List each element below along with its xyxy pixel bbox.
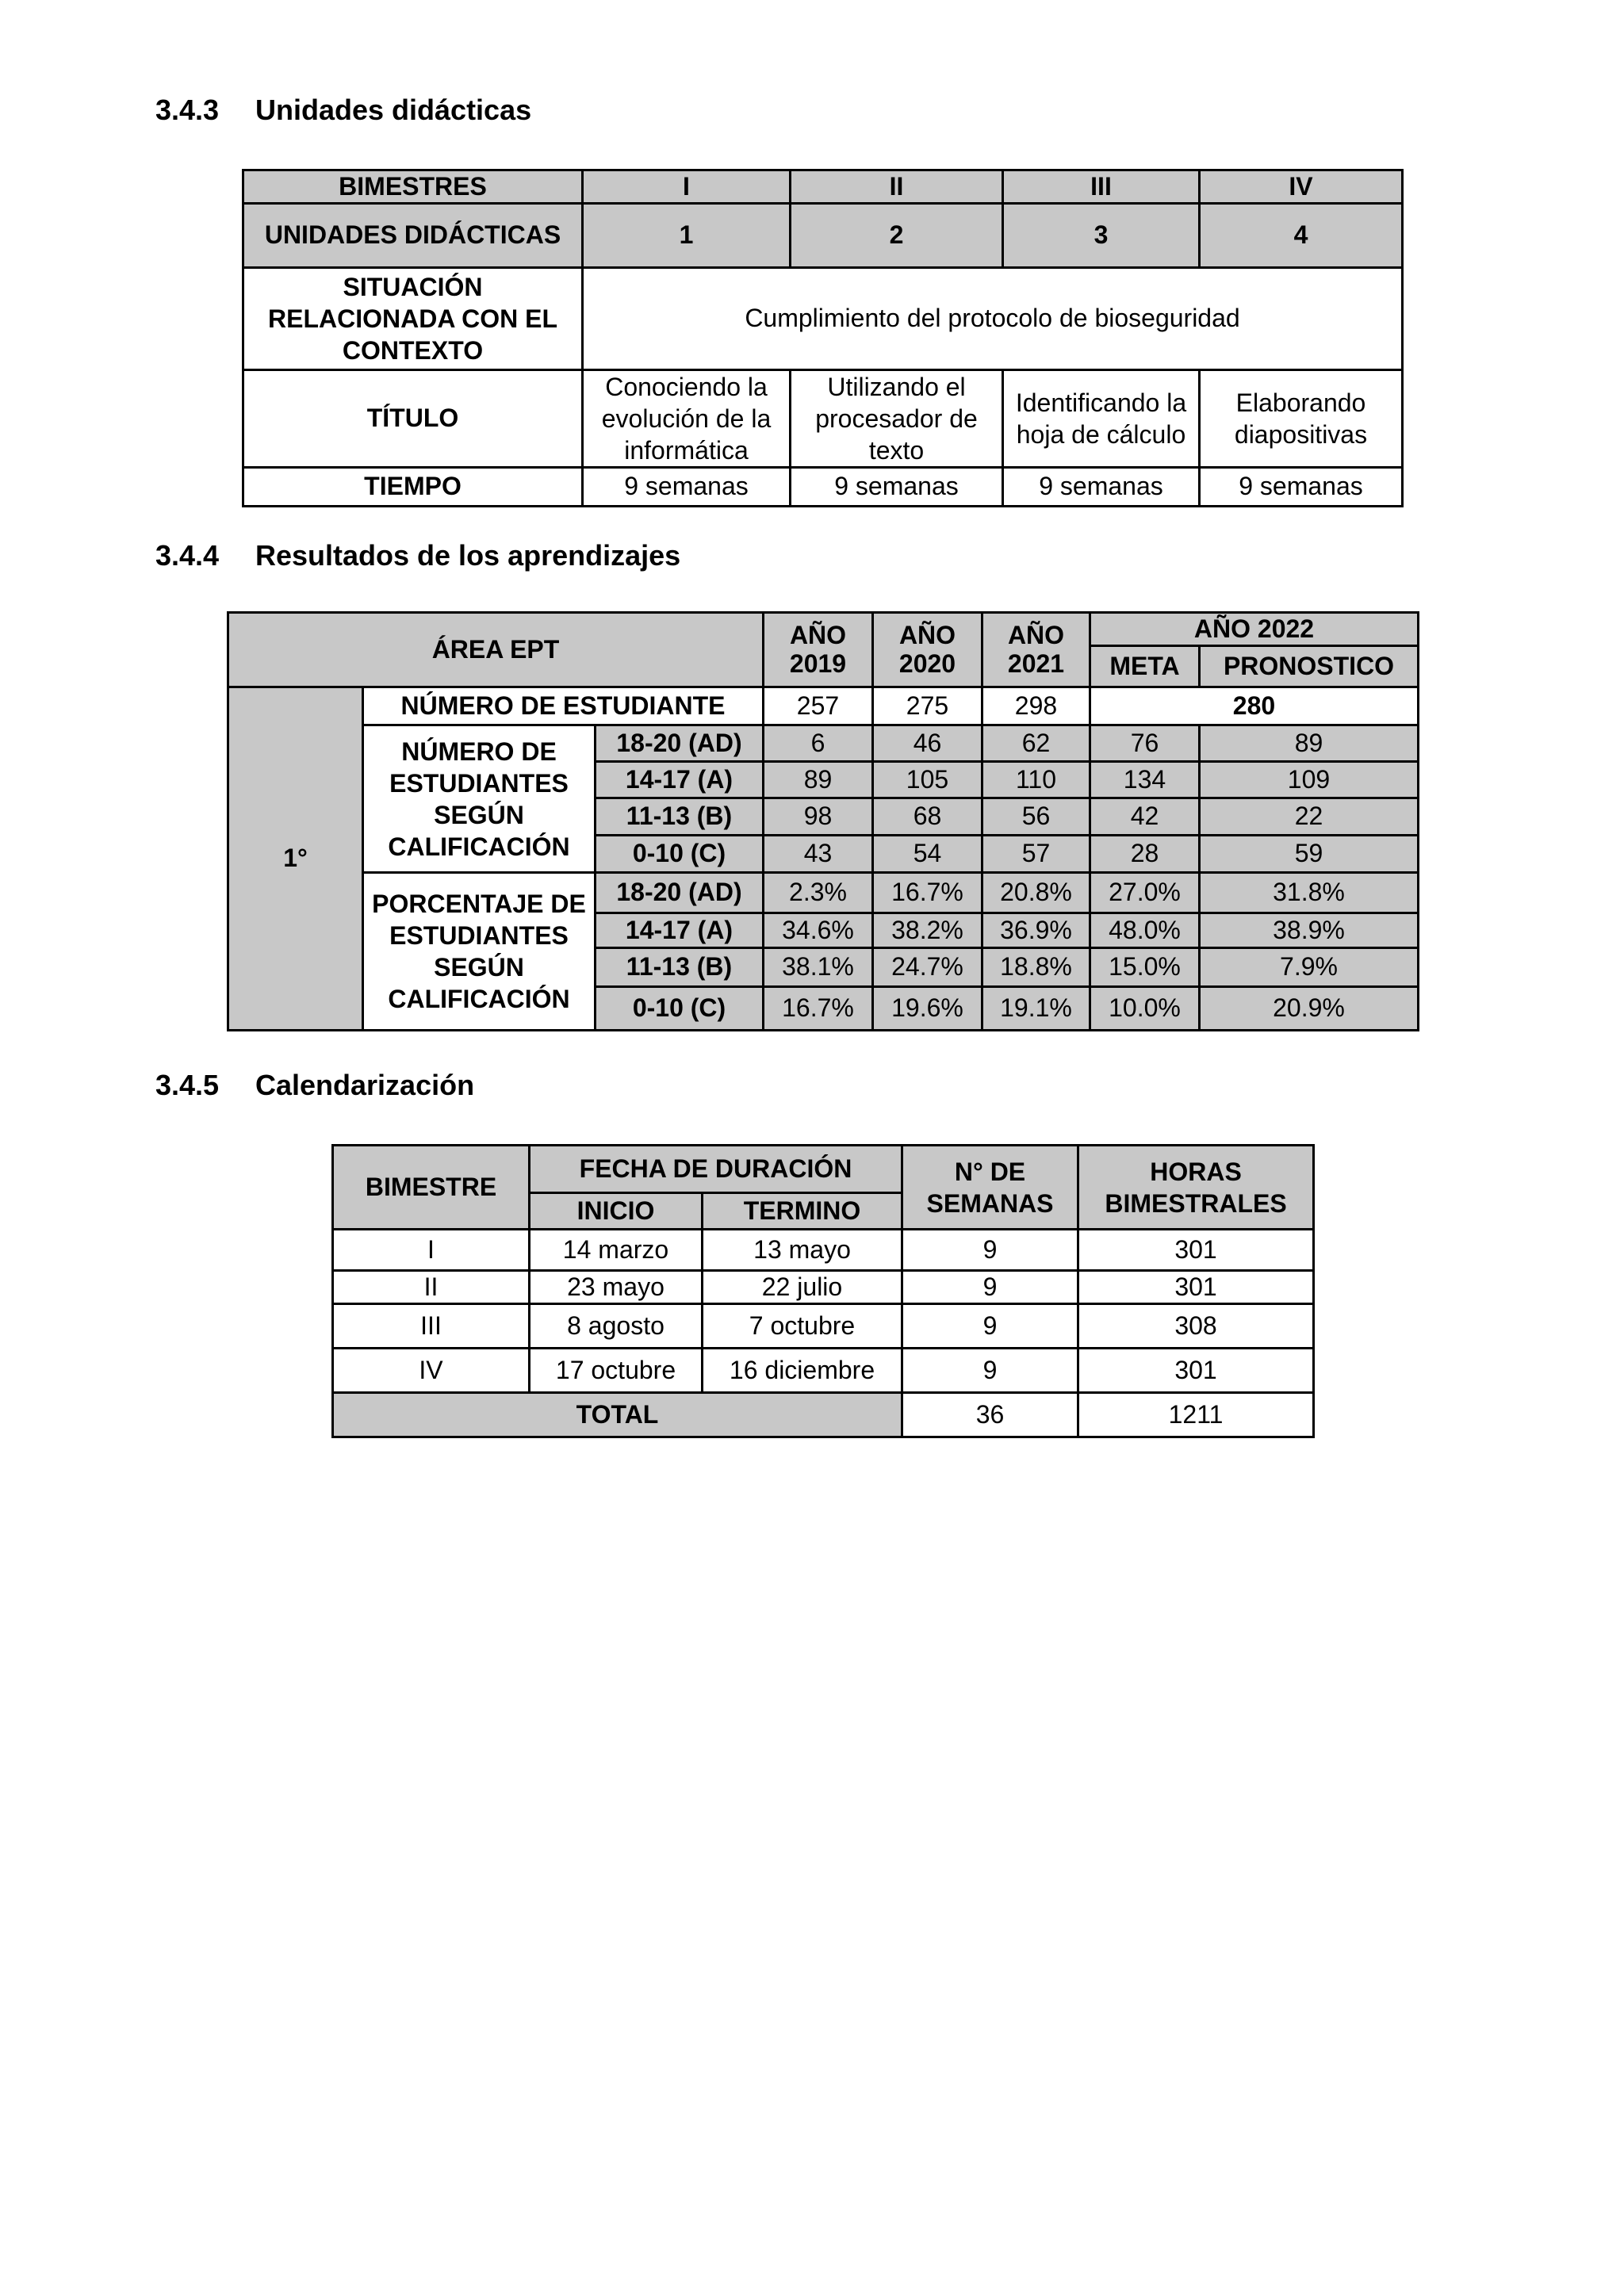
horas-header: HORAS BIMESTRALES <box>1078 1146 1314 1230</box>
value-cell: 48.0% <box>1090 913 1200 948</box>
value-cell: 15.0% <box>1090 948 1200 987</box>
titulo-cell: Conociendo la evolución de la informática <box>583 370 791 468</box>
titulo-label: TÍTULO <box>243 370 583 468</box>
value-cell: 19.1% <box>982 987 1090 1031</box>
titulo-cell: Utilizando el procesador de texto <box>791 370 1003 468</box>
table-cell: 8 agosto <box>530 1304 703 1349</box>
bimestres-label: BIMESTRES <box>243 170 583 204</box>
value-cell: 36.9% <box>982 913 1090 948</box>
table-cell: 17 octubre <box>530 1349 703 1393</box>
range-label: 0-10 (C) <box>596 836 764 873</box>
range-label: 0-10 (C) <box>596 987 764 1031</box>
section-title: Resultados de los aprendizajes <box>255 539 681 572</box>
section-title: Unidades didácticas <box>255 94 532 126</box>
value-cell: 76 <box>1090 725 1200 762</box>
titulo-cell: Elaborando diapositivas <box>1200 370 1403 468</box>
table-cell: 9 <box>902 1349 1078 1393</box>
value-cell: 275 <box>873 687 982 725</box>
range-label: 14-17 (A) <box>596 913 764 948</box>
table-cell: III <box>333 1304 530 1349</box>
table-cell: 13 mayo <box>703 1230 902 1271</box>
value-cell: 89 <box>1200 725 1419 762</box>
table-cell: II <box>333 1271 530 1304</box>
value-cell: 89 <box>764 762 873 798</box>
section-heading-resultados <box>155 539 680 572</box>
value-cell: 28 <box>1090 836 1200 873</box>
value-cell: 109 <box>1200 762 1419 798</box>
value-cell: 16.7% <box>873 873 982 913</box>
bimestre-cell: II <box>791 170 1003 204</box>
area-label: ÁREA EPT <box>228 613 764 687</box>
value-cell: 38.9% <box>1200 913 1419 948</box>
value-cell: 34.6% <box>764 913 873 948</box>
value-cell: 22 <box>1200 798 1419 836</box>
range-label: 18-20 (AD) <box>596 725 764 762</box>
table-cell: 14 marzo <box>530 1230 703 1271</box>
situacion-value: Cumplimiento del protocolo de bioseguridad <box>583 268 1403 370</box>
range-label: 11-13 (B) <box>596 948 764 987</box>
unidad-cell: 4 <box>1200 204 1403 268</box>
value-cell: 134 <box>1090 762 1200 798</box>
situacion-label: SITUACIÓN RELACIONADA CON EL CONTEXTO <box>243 268 583 370</box>
table-cell: 9 <box>902 1230 1078 1271</box>
numero-label: NÚMERO DE ESTUDIANTE <box>363 687 764 725</box>
table-cell: 9 <box>902 1271 1078 1304</box>
value-cell: 18.8% <box>982 948 1090 987</box>
section-number: 3.4.3 <box>155 94 220 126</box>
unidad-cell: 2 <box>791 204 1003 268</box>
grupo-porcentaje-label: PORCENTAJE DE ESTUDIANTES SEGÚN CALIFICACIÓN <box>363 873 596 1031</box>
value-cell: 16.7% <box>764 987 873 1031</box>
grade-cell: 1° <box>228 687 363 1031</box>
unidades-label: UNIDADES DIDÁCTICAS <box>243 204 583 268</box>
tiempo-cell: 9 semanas <box>1003 468 1200 507</box>
total-horas: 1211 <box>1078 1393 1314 1437</box>
value-cell: 98 <box>764 798 873 836</box>
value-cell: 27.0% <box>1090 873 1200 913</box>
tiempo-cell: 9 semanas <box>791 468 1003 507</box>
section-title: Calendarización <box>255 1069 475 1101</box>
section-heading-calendarizacion <box>155 1069 474 1102</box>
section-number: 3.4.5 <box>155 1069 220 1101</box>
inicio-header: INICIO <box>530 1193 703 1230</box>
value-cell: 257 <box>764 687 873 725</box>
table-cell: 308 <box>1078 1304 1314 1349</box>
table-cell: 301 <box>1078 1271 1314 1304</box>
year-header: AÑO 2021 <box>982 613 1090 687</box>
bimestre-header: BIMESTRE <box>333 1146 530 1230</box>
value-cell: 31.8% <box>1200 873 1419 913</box>
total-semanas: 36 <box>902 1393 1078 1437</box>
value-cell: 24.7% <box>873 948 982 987</box>
section-number: 3.4.4 <box>155 539 220 572</box>
bimestre-cell: IV <box>1200 170 1403 204</box>
value-cell: 42 <box>1090 798 1200 836</box>
value-cell: 20.9% <box>1200 987 1419 1031</box>
value-cell: 105 <box>873 762 982 798</box>
value-cell: 38.1% <box>764 948 873 987</box>
table-cell: 16 diciembre <box>703 1349 902 1393</box>
value-cell: 10.0% <box>1090 987 1200 1031</box>
table-cell: 9 <box>902 1304 1078 1349</box>
unidad-cell: 1 <box>583 204 791 268</box>
resultados-table <box>227 611 1419 1031</box>
table-cell: 301 <box>1078 1230 1314 1271</box>
table-cell: 23 mayo <box>530 1271 703 1304</box>
table-cell: 22 julio <box>703 1271 902 1304</box>
value-cell: 57 <box>982 836 1090 873</box>
bimestre-cell: III <box>1003 170 1200 204</box>
value-cell: 38.2% <box>873 913 982 948</box>
table-cell: IV <box>333 1349 530 1393</box>
unidades-didacticas-table <box>242 169 1404 507</box>
termino-header: TERMINO <box>703 1193 902 1230</box>
fecha-header: FECHA DE DURACIÓN <box>530 1146 902 1193</box>
value-cell: 110 <box>982 762 1090 798</box>
table-cell: 7 octubre <box>703 1304 902 1349</box>
semanas-header: N° DE SEMANAS <box>902 1146 1078 1230</box>
bimestre-cell: I <box>583 170 791 204</box>
meta-header: META <box>1090 646 1200 687</box>
value-cell: 20.8% <box>982 873 1090 913</box>
range-label: 14-17 (A) <box>596 762 764 798</box>
year-header: AÑO 2020 <box>873 613 982 687</box>
value-cell: 2.3% <box>764 873 873 913</box>
year-2022-header: AÑO 2022 <box>1090 613 1419 646</box>
tiempo-cell: 9 semanas <box>583 468 791 507</box>
value-cell: 46 <box>873 725 982 762</box>
unidad-cell: 3 <box>1003 204 1200 268</box>
total-label: TOTAL <box>333 1393 902 1437</box>
numero-2022: 280 <box>1090 687 1419 725</box>
value-cell: 298 <box>982 687 1090 725</box>
table-cell: I <box>333 1230 530 1271</box>
value-cell: 7.9% <box>1200 948 1419 987</box>
table-cell: 301 <box>1078 1349 1314 1393</box>
value-cell: 43 <box>764 836 873 873</box>
value-cell: 19.6% <box>873 987 982 1031</box>
titulo-cell: Identificando la hoja de cálculo <box>1003 370 1200 468</box>
tiempo-label: TIEMPO <box>243 468 583 507</box>
year-header: AÑO 2019 <box>764 613 873 687</box>
range-label: 18-20 (AD) <box>596 873 764 913</box>
pronostico-header: PRONOSTICO <box>1200 646 1419 687</box>
value-cell: 62 <box>982 725 1090 762</box>
section-heading-unidades <box>155 94 531 127</box>
value-cell: 56 <box>982 798 1090 836</box>
value-cell: 59 <box>1200 836 1419 873</box>
calendarizacion-table <box>331 1144 1315 1438</box>
range-label: 11-13 (B) <box>596 798 764 836</box>
grupo-numero-label: NÚMERO DE ESTUDIANTES SEGÚN CALIFICACIÓN <box>363 725 596 873</box>
value-cell: 68 <box>873 798 982 836</box>
value-cell: 54 <box>873 836 982 873</box>
tiempo-cell: 9 semanas <box>1200 468 1403 507</box>
value-cell: 6 <box>764 725 873 762</box>
